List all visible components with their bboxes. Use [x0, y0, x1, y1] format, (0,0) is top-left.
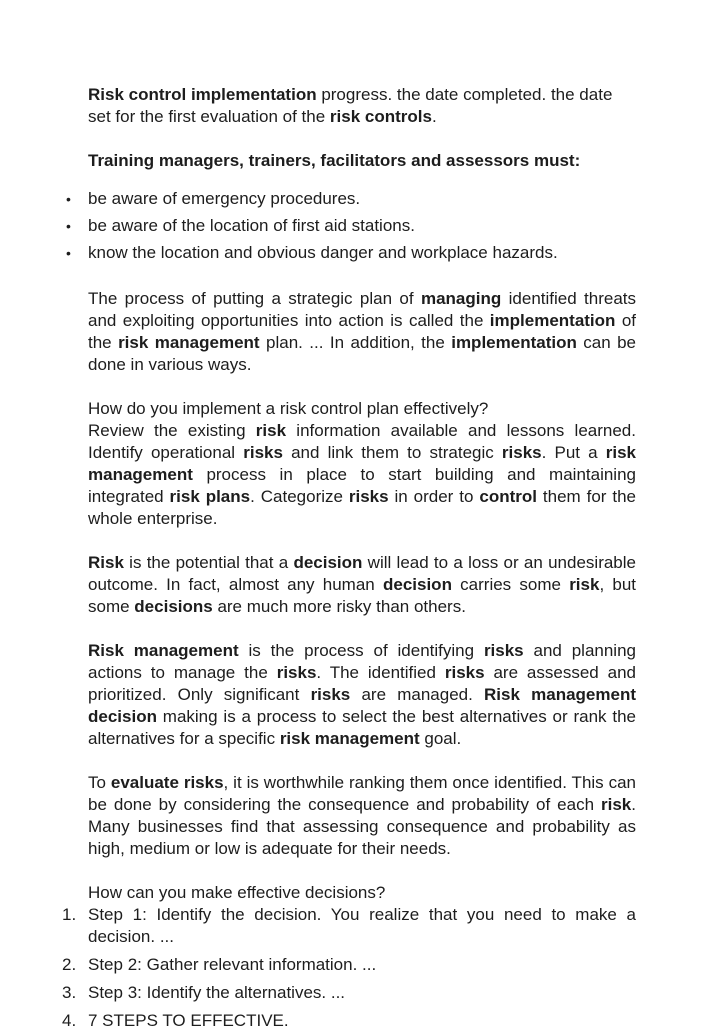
bold-text-run: implementation	[489, 311, 616, 330]
bold-text-run: risk management	[279, 729, 420, 748]
text-run: . Put a	[541, 443, 606, 462]
text-run: To	[88, 773, 111, 792]
text-run: . Categorize	[250, 487, 349, 506]
bullet-icon: •	[66, 191, 71, 207]
text-run: are managed.	[350, 685, 485, 704]
text-run: and planning actions to manage the	[88, 641, 636, 682]
bold-text-run: risks	[276, 663, 317, 682]
text-run: is the potential that a	[123, 553, 294, 572]
text-run: are much more risky than others.	[212, 597, 466, 616]
bullet-icon: •	[66, 245, 71, 261]
bold-text-run: risks	[243, 443, 283, 462]
paragraph	[88, 288, 636, 376]
text-run: goal.	[419, 729, 462, 748]
text-run: carries some	[451, 575, 570, 594]
text-run: is the process of identifying	[238, 641, 484, 660]
bold-text-run: risks	[501, 443, 542, 462]
list-number: 1.	[62, 905, 77, 924]
bold-text-run: control	[479, 487, 537, 506]
bold-text-run: risk	[255, 421, 287, 440]
text-run: be aware of emergency procedures.	[88, 189, 361, 208]
list-number: 4.	[62, 1011, 77, 1030]
bold-text-run: risk controls	[329, 107, 432, 126]
paragraph	[88, 84, 636, 128]
numbered-item	[62, 982, 636, 1004]
bold-text-run: Risk control implementation	[88, 85, 317, 104]
bold-text-run: risk	[601, 795, 632, 814]
text-run: . The identified	[316, 663, 445, 682]
bullet-list	[66, 188, 636, 264]
numbered-item	[62, 954, 636, 976]
text-run: know the location and obvious danger and workplace hazards.	[88, 243, 558, 262]
text-run: be aware of the location of first aid stations.	[88, 216, 415, 235]
text-run: making is a process to select the best alternatives or rank the alternatives for a specific	[88, 707, 636, 748]
list-number: 2.	[62, 955, 77, 974]
bold-text-run: risk	[569, 575, 600, 594]
bullet-item	[66, 215, 636, 237]
paragraph	[88, 552, 636, 618]
bold-text-run: implementation	[451, 333, 577, 352]
bold-text-run: risk plans	[169, 487, 251, 506]
text-run: . Many businesses find that assessing consequence and probability as high, medium or low is adequate for their needs.	[88, 795, 636, 858]
bold-text-run: Training managers, trainers, facilitators and assessors must:	[88, 151, 581, 170]
numbered-list	[62, 904, 636, 1032]
bold-text-run: decision	[293, 553, 363, 572]
numbered-item	[62, 1010, 636, 1032]
text-run: will lead to a loss or an undesirable outcome. In fact, almost any human	[88, 553, 636, 594]
bold-text-run: risks	[444, 663, 485, 682]
bullet-item	[66, 188, 636, 210]
bullet-item	[66, 242, 636, 264]
paragraph	[88, 882, 636, 904]
paragraph	[88, 772, 636, 860]
text-run: and link them to strategic	[282, 443, 502, 462]
text-run: them for the whole enterprise.	[88, 487, 637, 528]
bold-text-run: Risk management	[88, 641, 239, 660]
text-run: Review the existing	[88, 421, 256, 440]
text-run: , it is worthwhile ranking them once identified. This can be done by considering the consequence and probability of each	[88, 773, 636, 814]
list-number: 3.	[62, 983, 77, 1002]
bold-text-run: decision	[382, 575, 452, 594]
bold-text-run: risks	[483, 641, 524, 660]
text-run: in order to	[388, 487, 480, 506]
text-run: Step 1: Identify the decision. You realize that you need to make a decision. ...	[88, 905, 636, 946]
text-run: Step 2: Gather relevant information. ...	[88, 955, 377, 974]
bold-text-run: evaluate risks	[110, 773, 224, 792]
bold-text-run: Risk management decision	[88, 685, 636, 726]
text-run: .	[431, 107, 437, 126]
bold-text-run: Risk	[88, 553, 124, 572]
paragraph	[88, 640, 636, 750]
bold-text-run: risk management	[88, 443, 636, 484]
text-run: plan. ... In addition, the	[259, 333, 452, 352]
numbered-item	[62, 904, 636, 948]
text-run: The process of putting a strategic plan of	[88, 289, 421, 308]
text-run: , but some	[88, 575, 637, 616]
bold-text-run: risks	[348, 487, 389, 506]
bullet-icon: •	[66, 218, 71, 234]
text-run: How can you make effective decisions?	[88, 883, 386, 902]
bold-text-run: risk management	[118, 333, 260, 352]
text-run: identified threats and exploiting opportunities into action is called the	[88, 289, 637, 330]
bold-text-run: managing	[420, 289, 502, 308]
document-content	[62, 84, 637, 1032]
text-run: process in place to start building and maintaining integrated	[88, 465, 636, 506]
text-run: are assessed and prioritized. Only significant	[88, 663, 636, 704]
text-run: progress. the date completed. the date set for the first evaluation of the	[88, 85, 613, 126]
text-run: can be done in various ways.	[88, 333, 636, 374]
bold-text-run: decisions	[134, 597, 213, 616]
text-run: information available and lessons learned. Identify operational	[88, 421, 636, 462]
text-run: of the	[88, 311, 636, 352]
text-run: Step 3: Identify the alternatives. ...	[88, 983, 346, 1002]
bold-text-run: risks	[310, 685, 351, 704]
paragraph	[88, 398, 636, 420]
text-run: 7 STEPS TO EFFECTIVE.	[88, 1011, 289, 1030]
text-run: How do you implement a risk control plan effectively?	[88, 399, 489, 418]
paragraph	[88, 420, 636, 530]
heading	[88, 150, 636, 172]
